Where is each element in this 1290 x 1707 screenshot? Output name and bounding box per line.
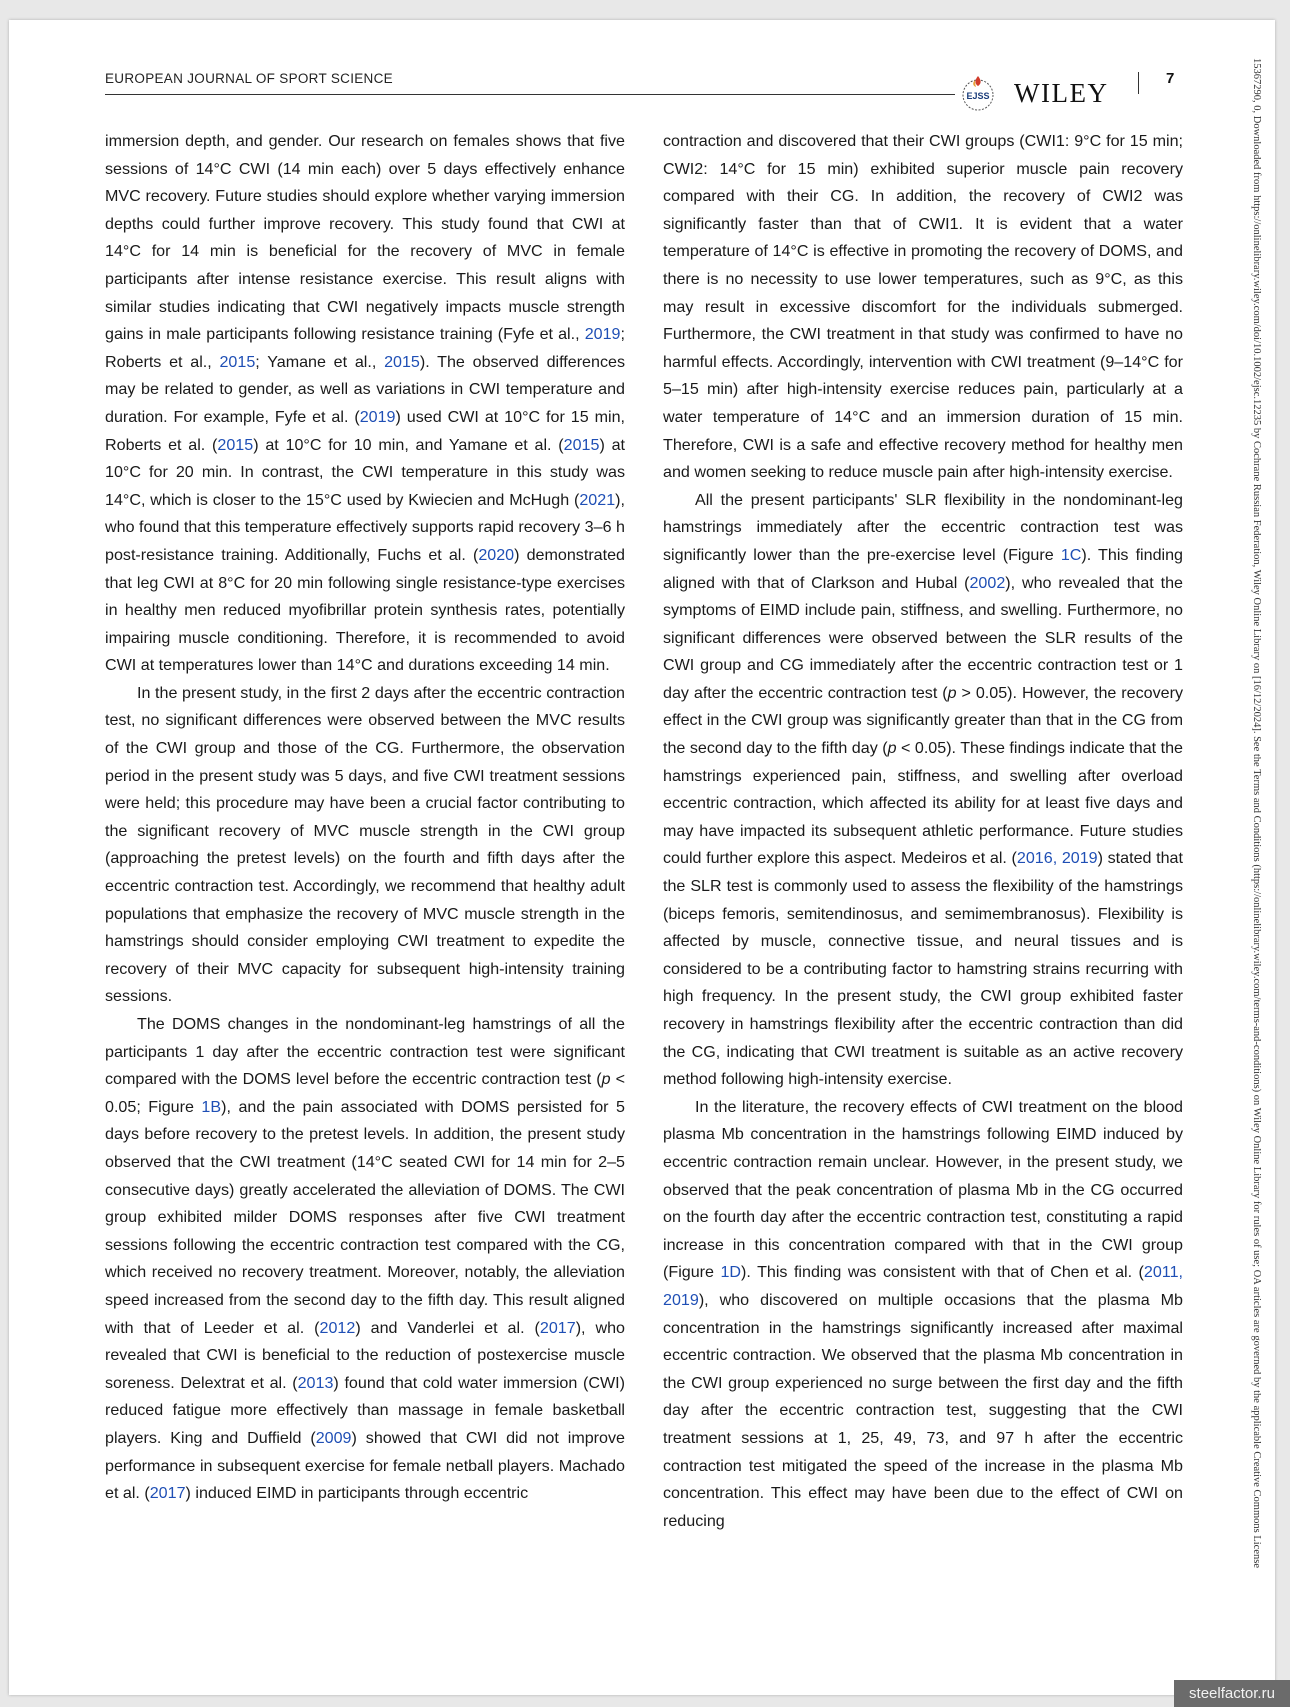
citation-link[interactable]: 1B	[201, 1097, 222, 1116]
download-notice: 15367290, 0, Downloaded from https://onlinelibrary.wiley.com/doi/10.1002/ejsc.12235 by Cochrane Russian Federation, Wiley Online Library on [16/12/2024]. See the Terms and Conditions (https://onlinelibrary.wiley.com/terms-and-conditions) on Wiley Online Library for rules of use; OA articles are governed by the applicable Creative Commons License	[1251, 58, 1262, 1568]
text-run: contraction and discovered that their CWI groups (CWI1: 9°C for 15 min; CWI2: 14°C for 15 min) exhibited superior muscle pain recovery compared with their CG. In addition, the recovery of CWI2 was significantly faster than that of CWI1. It is evident that a water temperature of 14°C is effective in promoting the recovery of DOMS, and there is no necessity to use lower temperatures, such as 9°C, as this may result in excessive discomfort for the individuals submerged. Furthermore, the CWI treatment in that study was confirmed to have no harmful effects. Accordingly, intervention with CWI treatment (9–14°C for 5–15 min) after high-intensity exercise reduces pain, particularly at a water temperature of 14°C and an immersion duration of 15 min. Therefore, CWI is a safe and effective recovery method for healthy men and women seeking to reduce muscle pain after high-intensity exercise.	[663, 132, 1183, 482]
right-text-column	[663, 128, 1183, 1535]
citation-link[interactable]: 2017	[149, 1484, 186, 1503]
text-run: In the literature, the recovery effects of CWI treatment on the blood plasma Mb concentration in the hamstrings following EIMD induced by eccentric contraction remain unclear. However, in the present study, we observed that the peak concentration of plasma Mb in the CG occurred on the fourth day after the eccentric contraction test, constituting a rapid increase in this concentration compared with that in the CWI group (Figure	[663, 1097, 1183, 1282]
logo-text: EJSS	[966, 91, 990, 101]
text-run: All the present participants' SLR flexibility in the nondominant-leg hamstrings immediately after the eccentric contraction test was significantly lower than the pre-exercise level (Figure	[663, 490, 1183, 564]
text-run: ), who revealed that the symptoms of EIMD include pain, stiffness, and swelling. Furthermore, no significant differences were observed between the SLR results of the CWI group and CG immediately after the eccentric contraction test or 1 day after the eccentric contraction test (	[663, 573, 1183, 702]
text-run: ) at 10°C for 20 min. In contrast, the CWI temperature in this study was 14°C, which is closer to the 15°C used by Kwiecien and McHugh (	[105, 435, 625, 509]
page-number-separator	[1138, 72, 1139, 94]
body-paragraph	[663, 487, 1183, 1094]
text-run: ) at 10°C for 10 min, and Yamane et al. (	[253, 435, 564, 454]
citation-link[interactable]: 1D	[720, 1263, 742, 1282]
citation-link[interactable]: 1C	[1060, 545, 1082, 564]
text-run: ) stated that the SLR test is commonly used to assess the flexibility of the hamstrings (biceps femoris, semitendinosus, and semimembranosus). Flexibility is affected by muscle, connective tissue, and neural tissues and is considered to be a contributing factor to hamstring strains recurring with high frequency. In the present study, the CWI group exhibited faster recovery in hamstrings flexibility after the eccentric contraction than did the CG, indicating that CWI treatment is suitable as an active recovery method following high-intensity exercise.	[663, 849, 1183, 1089]
text-run: ; Roberts et al.,	[105, 325, 625, 371]
text-run: ) used CWI at 10°C for 15 min, Roberts et al. (	[105, 407, 625, 454]
citation-link[interactable]: 2011, 2019	[663, 1263, 1183, 1309]
citation-link[interactable]: 2015	[219, 352, 256, 371]
text-run: ), and the pain associated with DOMS persisted for 5 days before recovery to the pretest levels. In addition, the present study observed that the CWI treatment (14°C seated CWI for 14 min for 2–5 consecutive days) greatly accelerated the alleviation of DOMS. The CWI group exhibited milder DOMS responses after five CWI treatment sessions following the eccentric contraction test compared with the CG, which received no recovery treatment. Moreover, notably, the alleviation speed increased from the second day to the fifth day. This result aligned with that of Leeder et al. (	[105, 1097, 625, 1337]
citation-link[interactable]: 2019	[584, 325, 621, 344]
citation-link[interactable]: 2019	[359, 407, 396, 426]
citation-link[interactable]: 2015	[217, 435, 254, 454]
text-run: < 0.05; Figure	[105, 1070, 625, 1116]
text-run: ). This finding was consistent with that of Chen et al. (	[741, 1263, 1144, 1282]
citation-link[interactable]: 2017	[539, 1318, 576, 1337]
citation-link[interactable]: 2016, 2019	[1016, 849, 1098, 868]
publisher-wordmark: WILEY	[1014, 78, 1109, 108]
header-rule	[105, 94, 955, 95]
citation-link[interactable]: 2015	[563, 435, 600, 454]
text-run: ; Yamane et al.,	[255, 352, 385, 371]
left-text-column	[105, 128, 625, 1508]
text-run: The DOMS changes in the nondominant-leg hamstrings of all the participants 1 day after the eccentric contraction test were significant compared with the DOMS level before the eccentric contraction test (	[105, 1015, 625, 1089]
text-run: ). This finding aligned with that of Clarkson and Hubal (	[663, 545, 1184, 592]
citation-link[interactable]: 2012	[319, 1318, 356, 1337]
citation-link[interactable]: 2015	[384, 352, 420, 371]
italic-symbol: p	[601, 1070, 611, 1089]
body-paragraph	[105, 128, 625, 680]
text-run: > 0.05). However, the recovery effect in the CWI group was significantly greater than that in the CG from the second day to the fifth day (	[663, 683, 1183, 758]
body-paragraph	[105, 680, 625, 1011]
text-run: ), who found that this temperature effectively supports rapid recovery 3–6 h post-resistance training. Additionally, Fuchs et al. (	[105, 490, 625, 564]
body-paragraph	[663, 128, 1183, 487]
text-run: ) found that cold water immersion (CWI) reduced fatigue more effectively than massage in female basketball players. King and Duffield (	[105, 1373, 625, 1447]
text-run: ). The observed differences may be related to gender, as well as variations in CWI temperature and duration. For example, Fyfe et al. (	[105, 352, 625, 426]
text-run: ), who discovered on multiple occasions that the plasma Mb concentration in the hamstrings significantly increased after maximal eccentric contraction. We observed that the plasma Mb concentration in the CWI group experienced no surge between the first day and the fifth day after the eccentric contraction test, suggesting that the CWI treatment sessions at 1, 25, 49, 73, and 97 h after the eccentric contraction test mitigated the speed of the increase in the plasma Mb concentration. This effect may have been due to the effect of CWI on reducing	[663, 1290, 1183, 1530]
italic-symbol: p	[887, 739, 897, 758]
text-run: ), who revealed that CWI is beneficial to the reduction of postexercise muscle soreness. Delextrat et al. (	[105, 1318, 625, 1392]
citation-link[interactable]: 2021	[579, 490, 616, 509]
text-run: ) demonstrated that leg CWI at 8°C for 20 min following single resistance-type exercises in healthy men reduced myofibrillar protein synthesis rates, potentially impairing muscle conditioning. Therefore, it is recommended to avoid CWI at temperatures lower than 14°C and durations exceeding 14 min.	[105, 545, 625, 675]
ejss-logo	[953, 72, 1013, 112]
text-run: immersion depth, and gender. Our research on females shows that five sessions of 14°C CWI (14 min each) over 5 days effectively enhance MVC recovery. Future studies should explore whether varying immersion depths could further improve recovery. This study found that CWI at 14°C for 14 min is beneficial for the recovery of MVC in female participants after intense resistance exercise. This result aligns with similar studies indicating that CWI negatively impacts muscle strength gains in male participants following resistance training (Fyfe et al.,	[105, 132, 625, 344]
body-paragraph	[663, 1094, 1183, 1536]
text-run: ) and Vanderlei et al. (	[355, 1318, 540, 1337]
page-number: 7	[1166, 70, 1175, 87]
text-run: In the present study, in the first 2 days after the eccentric contraction test, no significant differences were observed between the MVC results of the CWI group and those of the CG. Furthermore, the observation period in the present study was 5 days, and five CWI treatment sessions were held; this procedure may have been a crucial factor contributing to the significant recovery of MVC muscle strength in the CWI group (approaching the pretest levels) on the fourth and fifth days after the eccentric contraction test. Accordingly, we recommend that healthy adult populations that emphasize the recovery of MVC muscle strength in the hamstrings should consider employing CWI treatment to expedite the recovery of their MVC capacity for subsequent high-intensity training sessions.	[105, 683, 625, 1006]
text-run: < 0.05). These findings indicate that the hamstrings experienced pain, stiffness, and swelling after overload eccentric contraction, which affected its ability for at least five days and may have impacted its subsequent athletic performance. Future studies could further explore this aspect. Medeiros et al. (	[663, 739, 1183, 868]
site-watermark: steelfactor.ru	[1174, 1680, 1290, 1707]
italic-symbol: p	[947, 683, 957, 702]
citation-link[interactable]: 2002	[969, 573, 1006, 592]
text-run: ) showed that CWI did not improve performance in subsequent exercise for female netball players. Machado et al. (	[105, 1428, 625, 1503]
journal-title: EUROPEAN JOURNAL OF SPORT SCIENCE	[105, 71, 393, 86]
text-run: ) induced EIMD in participants through eccentric	[185, 1484, 529, 1503]
citation-link[interactable]: 2013	[297, 1373, 334, 1392]
citation-link[interactable]: 2009	[315, 1428, 352, 1447]
body-paragraph	[105, 1011, 625, 1508]
citation-link[interactable]: 2020	[478, 545, 515, 564]
